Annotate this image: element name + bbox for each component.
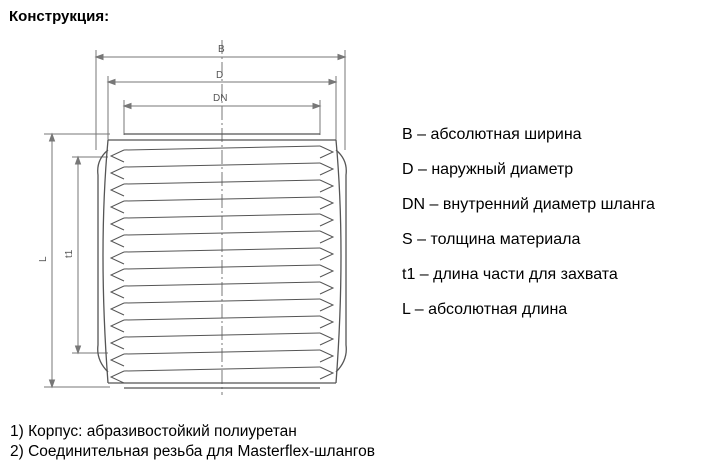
thread-tooth-left	[111, 167, 124, 179]
dim-label-d: D	[216, 70, 224, 81]
thread-tooth-right	[320, 163, 333, 175]
material-notes	[10, 422, 375, 462]
thread-tooth-left	[111, 286, 124, 298]
thread-tooth-right	[320, 299, 333, 311]
note-body-material: 1) Корпус: абразивостойкий полиуретан	[10, 423, 297, 440]
thread-tooth-left	[111, 150, 124, 162]
thread-tooth-right	[320, 197, 333, 209]
thread-tooth-left	[111, 201, 124, 213]
thread-tooth-right	[320, 333, 333, 345]
thread-tooth-right	[320, 350, 333, 362]
thread-tooth-right	[320, 146, 333, 158]
thread-tooth-right	[320, 180, 333, 192]
thread-tooth-right	[320, 231, 333, 243]
thread-tooth-right	[320, 265, 333, 277]
legend-item-dn: DN – внутренний диаметр шланга	[402, 196, 655, 213]
thread-tooth-right	[320, 316, 333, 328]
thread-tooth-left	[111, 337, 124, 349]
dim-label-dn: DN	[213, 93, 228, 104]
thread-tooth-left	[111, 184, 124, 196]
dim-label-l: L	[38, 256, 49, 262]
thread-tooth-right	[320, 367, 333, 379]
thread-tooth-left	[111, 235, 124, 247]
thread-tooth-left	[111, 320, 124, 332]
legend-item-l: L – абсолютная длина	[402, 301, 568, 318]
thread-tooth-left	[111, 303, 124, 315]
legend-item-d: D – наружный диаметр	[402, 161, 574, 178]
thread-tooth-right	[320, 214, 333, 226]
thread-tooth-right	[320, 282, 333, 294]
section-title: Конструкция:	[9, 8, 110, 25]
legend-item-b: B – абсолютная ширина	[402, 126, 582, 143]
dimension-legend	[402, 124, 655, 334]
thread-tooth-left	[111, 354, 124, 366]
note-thread: 2) Соединительная резьба для Masterflex-шлангов	[10, 443, 375, 460]
dim-label-b: B	[218, 44, 225, 55]
legend-item-t1: t1 – длина части для захвата	[402, 266, 618, 283]
thread-tooth-left	[111, 218, 124, 230]
thread-tooth-left	[111, 252, 124, 264]
dim-label-t1: t1	[64, 249, 75, 258]
thread-tooth-left	[111, 269, 124, 281]
legend-item-s: S – толщина материала	[402, 231, 581, 248]
thread-tooth-right	[320, 248, 333, 260]
thread-tooth-left	[111, 371, 124, 383]
